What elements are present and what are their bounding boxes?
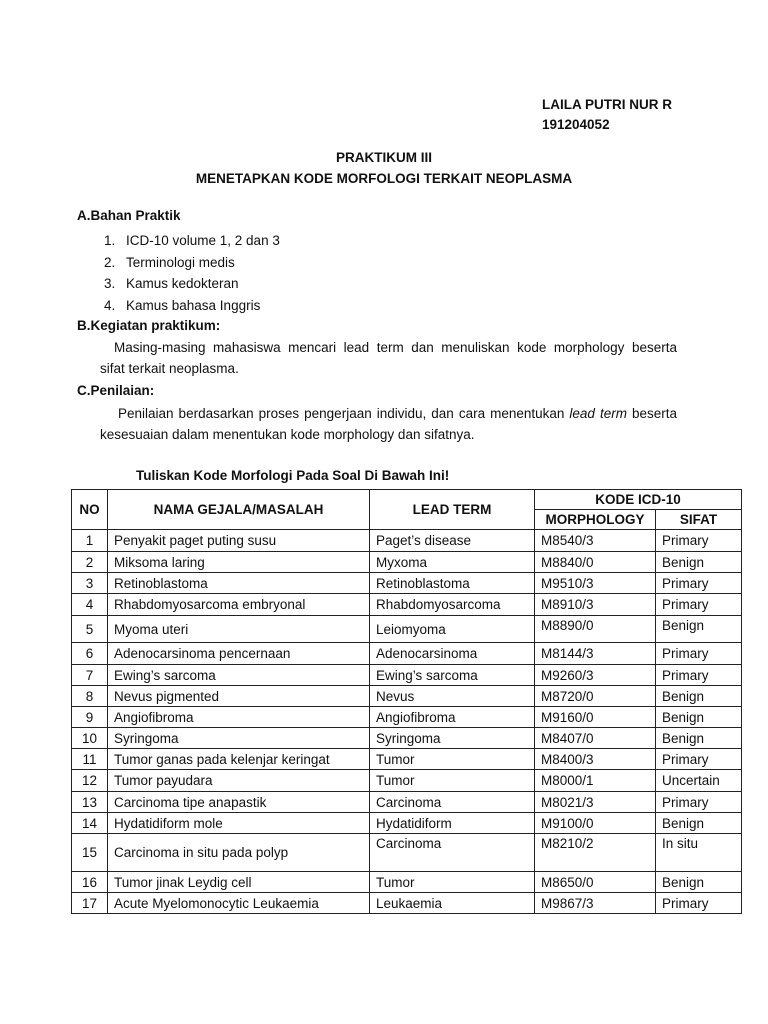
table-row [72, 728, 742, 749]
cell-lead-term: Adenocarsinoma [370, 643, 535, 665]
list-number: 4. [104, 297, 116, 313]
cell-name: Retinoblastoma [108, 573, 370, 594]
list-number: 1. [104, 233, 116, 248]
cell-lead-term: Ewing’s sarcoma [370, 665, 535, 686]
header-morphology: MORPHOLOGY [535, 510, 656, 530]
table-row [72, 643, 742, 665]
author-name: LAILA PUTRI NUR R [542, 97, 672, 112]
cell-morphology: M8021/3 [535, 792, 656, 813]
cell-no: 14 [72, 813, 108, 834]
cell-no: 9 [72, 707, 108, 728]
section-c-text-a: Penilaian berdasarkan proses pengerjaan individu, dan cara menentukan [118, 406, 570, 421]
list-item-text: Kamus bahasa Inggris [126, 297, 261, 313]
cell-morphology: M8540/3 [535, 530, 656, 552]
cell-name: Ewing’s sarcoma [108, 665, 370, 686]
cell-morphology: M8910/3 [535, 594, 656, 616]
table-row [72, 770, 742, 792]
list-item [104, 252, 280, 274]
author-block [542, 95, 672, 135]
cell-no: 2 [72, 552, 108, 573]
cell-sifat: Benign [656, 872, 742, 893]
table-row [72, 707, 742, 728]
cell-name: Angiofibroma [108, 707, 370, 728]
cell-morphology: M9510/3 [535, 573, 656, 594]
cell-morphology: M8407/0 [535, 728, 656, 749]
cell-no: 3 [72, 573, 108, 594]
cell-lead-term: Tumor [370, 770, 535, 792]
cell-name: Tumor ganas pada kelenjar keringat [108, 749, 370, 770]
section-c-heading: C.Penilaian: [77, 383, 155, 398]
cell-lead-term: Retinoblastoma [370, 573, 535, 594]
cell-morphology: M8650/0 [535, 872, 656, 893]
cell-lead-term: Tumor [370, 749, 535, 770]
cell-sifat: Benign [656, 728, 742, 749]
cell-no: 17 [72, 893, 108, 914]
cell-lead-term: Leiomyoma [370, 616, 535, 643]
cell-sifat: Primary [656, 573, 742, 594]
cell-sifat: In situ [656, 834, 742, 872]
author-id: 191204052 [542, 117, 610, 132]
cell-name: Rhabdomyosarcoma embryonal [108, 594, 370, 616]
cell-sifat: Benign [656, 813, 742, 834]
table-row [72, 616, 742, 643]
cell-no: 12 [72, 770, 108, 792]
cell-no: 10 [72, 728, 108, 749]
table-row [72, 573, 742, 594]
cell-name: Syringoma [108, 728, 370, 749]
cell-sifat: Benign [656, 616, 742, 643]
cell-sifat: Primary [656, 792, 742, 813]
cell-lead-term: Leukaemia [370, 893, 535, 914]
cell-morphology: M8000/1 [535, 770, 656, 792]
table-row [72, 749, 742, 770]
list-item [104, 295, 280, 317]
cell-no: 1 [72, 530, 108, 552]
table-row [72, 834, 742, 872]
cell-no: 11 [72, 749, 108, 770]
cell-morphology: M8840/0 [535, 552, 656, 573]
cell-lead-term: Nevus [370, 686, 535, 707]
cell-sifat: Benign [656, 707, 742, 728]
header-sifat: SIFAT [656, 510, 742, 530]
cell-sifat: Benign [656, 686, 742, 707]
table-row [72, 530, 742, 552]
cell-name: Adenocarsinoma pencernaan [108, 643, 370, 665]
cell-no: 8 [72, 686, 108, 707]
table-row [72, 686, 742, 707]
cell-morphology: M8144/3 [535, 643, 656, 665]
morphology-table [71, 489, 742, 914]
cell-sifat: Uncertain [656, 770, 742, 792]
cell-morphology: M9260/3 [535, 665, 656, 686]
list-item-text: Kamus kedokteran [126, 276, 239, 291]
list-number: 3. [104, 276, 116, 291]
table-row [72, 552, 742, 573]
header-name: NAMA GEJALA/MASALAH [108, 490, 370, 530]
cell-name: Tumor payudara [108, 770, 370, 792]
table-row [72, 872, 742, 893]
cell-no: 5 [72, 616, 108, 643]
cell-sifat: Primary [656, 665, 742, 686]
table-row [72, 893, 742, 914]
header-icd10: KODE ICD-10 [535, 490, 742, 510]
doc-title-line1: PRAKTIKUM III [336, 150, 432, 165]
table-instruction: Tuliskan Kode Morfologi Pada Soal Di Bawah Ini! [136, 468, 450, 483]
header-no: NO [72, 490, 108, 530]
cell-name: Carcinoma in situ pada polyp [108, 834, 370, 872]
cell-morphology: M8720/0 [535, 686, 656, 707]
header-lead-term: LEAD TERM [370, 490, 535, 530]
cell-name: Acute Myelomonocytic Leukaemia [108, 893, 370, 914]
cell-lead-term: Hydatidiform [370, 813, 535, 834]
cell-name: Miksoma laring [108, 552, 370, 573]
cell-morphology: M8890/0 [535, 616, 656, 643]
cell-lead-term: Carcinoma [370, 792, 535, 813]
cell-lead-term: Syringoma [370, 728, 535, 749]
cell-lead-term: Myxoma [370, 552, 535, 573]
cell-morphology: M8210/2 [535, 834, 656, 872]
list-item-text: Terminologi medis [126, 254, 235, 270]
cell-sifat: Primary [656, 643, 742, 665]
cell-name: Tumor jinak Leydig cell [108, 872, 370, 893]
list-item-text: ICD-10 volume 1, 2 dan 3 [126, 233, 280, 248]
list-number: 2. [104, 254, 116, 270]
section-c-line1 [118, 403, 677, 424]
cell-lead-term: Angiofibroma [370, 707, 535, 728]
cell-sifat: Benign [656, 552, 742, 573]
section-b-line2: sifat terkait neoplasma. [100, 361, 239, 376]
table-row [72, 665, 742, 686]
cell-sifat: Primary [656, 594, 742, 616]
cell-name: Hydatidiform mole [108, 813, 370, 834]
cell-no: 15 [72, 834, 108, 872]
cell-morphology: M8400/3 [535, 749, 656, 770]
cell-no: 16 [72, 872, 108, 893]
cell-morphology: M9160/0 [535, 707, 656, 728]
doc-title-line2: MENETAPKAN KODE MORFOLOGI TERKAIT NEOPLASMA [195, 171, 573, 186]
cell-no: 4 [72, 594, 108, 616]
section-b-line1: Masing-masing mahasiswa mencari lead term dan menuliskan kode morphology beserta [114, 340, 677, 355]
cell-no: 6 [72, 643, 108, 665]
list-item [104, 230, 280, 252]
table-row [72, 594, 742, 616]
section-c-emphasis: lead term [569, 406, 627, 421]
cell-lead-term: Tumor [370, 872, 535, 893]
section-b-heading: B.Kegiatan praktikum: [77, 318, 221, 333]
cell-name: Nevus pigmented [108, 686, 370, 707]
section-c-line2: kesesuaian dalam menentukan kode morphology dan sifatnya. [100, 427, 475, 442]
cell-name: Myoma uteri [108, 616, 370, 643]
table-row [72, 792, 742, 813]
cell-lead-term: Carcinoma [370, 834, 535, 872]
section-a-heading: A.Bahan Praktik [77, 208, 181, 223]
cell-no: 13 [72, 792, 108, 813]
cell-lead-term: Rhabdomyosarcoma [370, 594, 535, 616]
cell-name: Carcinoma tipe anapastik [108, 792, 370, 813]
cell-sifat: Primary [656, 530, 742, 552]
section-c-text-b: beserta [626, 406, 678, 421]
table-row [72, 813, 742, 834]
cell-sifat: Primary [656, 749, 742, 770]
list-item [104, 273, 280, 295]
cell-sifat: Primary [656, 893, 742, 914]
cell-name: Penyakit paget puting susu [108, 530, 370, 552]
cell-no: 7 [72, 665, 108, 686]
cell-morphology: M9100/0 [535, 813, 656, 834]
cell-lead-term: Paget’s disease [370, 530, 535, 552]
materials-list [104, 230, 280, 316]
cell-morphology: M9867/3 [535, 893, 656, 914]
